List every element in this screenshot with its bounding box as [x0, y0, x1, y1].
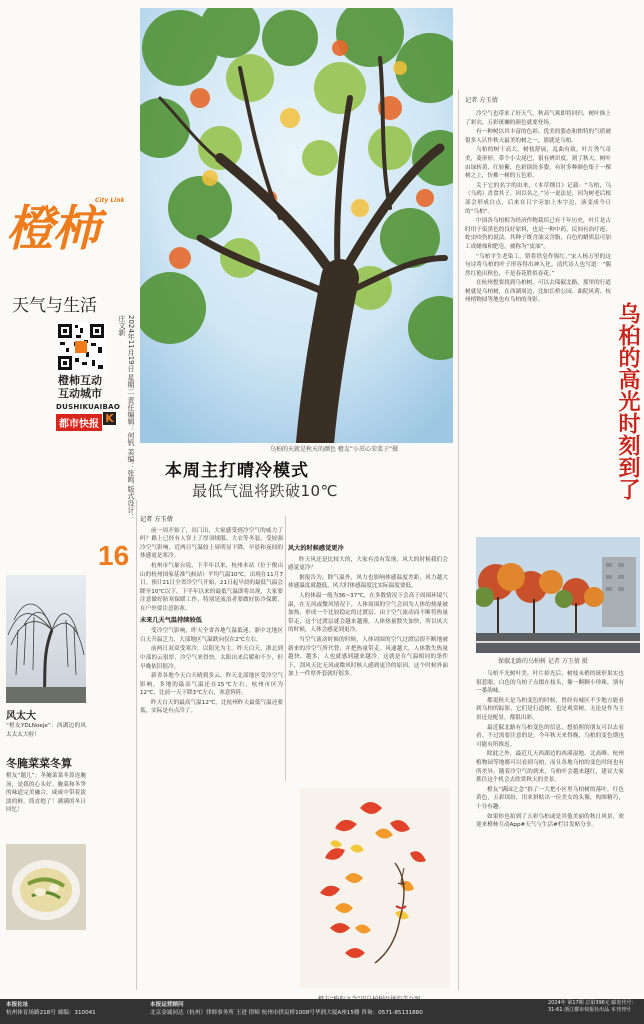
right-tree-photo [476, 537, 640, 653]
col2-subhead: 风大的时候感觉更冷 [288, 545, 344, 552]
footer-bar [0, 999, 644, 1024]
paper-pinyin: DUSHIKUAIBAO [56, 403, 121, 411]
paper-name: 都市快报 [56, 414, 102, 431]
main-photo-caption: 乌柏的天就是秋天的颜色 橙友“小茁心荣菜子”摄 [270, 446, 399, 453]
col1b-para-4: 昨天白天的最高气温12℃，比杭州昨天最低气温还要低，实际是有点冷了。 [140, 699, 283, 715]
brand-logo [6, 190, 106, 259]
divider-main [285, 516, 286, 781]
col1b-para-3: 新省各地今天白天晴到多云，昨天北部地区受冷空气影响，多地的最高气温还在15℃左右，杭州市区为12℃，比前一天下降3℃左右，寒意阵阵。 [140, 673, 283, 697]
right-col-top [465, 110, 611, 306]
col2-para-3: 人的体温一般为36~37℃，在多数情况下会高于周围环境气温，在无风或微风情况下，人体周围的空气会因为人体的热量被加热，形成一个比较稳定的过渡层。由于空气流动而不断将热量带走，这个过渡层就会越来越薄，人体热量散失加快，所以风大的时候，人体会感觉到更冷。 [288, 592, 448, 634]
col2-para-2: 据报告为，除气温外，风力也影响体感温度差距，风力越大体感温度就越低，风大时体感温度比实际温度要低。 [288, 574, 448, 590]
col1-para-2: 杭州市气象台说，下半年以来，杭州本站（位于俊山山的杭州国家基准气候站）平均气温10℃，出现在11月7日。预计21日全省冷空气开始，21日起早晨的最低气温会降至10℃以下，下半年以来的最低气温即将出现，大家要注意做好防寒保暖工作。特别是流浪者要做好防冷保暖，在户外要注意防寒。 [140, 562, 283, 612]
footer-mid [150, 1001, 510, 1017]
main-byline: 记者 方玉倩 [140, 516, 173, 523]
pickled-text: 橙友“题儿”：冬腌菜菜冬算连腌汤，是我的心头好。腌菜和冬笋的味道完美融合，咸咸中带着淡淡的鲜，简直绝了！满满的冬日回忆！ [6, 773, 86, 814]
footer-mid-label: 本报运营顾问 [150, 1002, 184, 1008]
footer-right: 2024年 第17期 总第396元 邮发代号：31-61 浙江都市快报社出品 本刊刊号 [548, 1000, 637, 1013]
right-para-3: 乌柏的树干高大，树枝舒展，乱曲有致，叶片秀气奇美，菱形形，带个小尖尾巴，很有辨识度。到了秋天，树叶由绿转黄、红转紫，色彩缤纷多姿，有时多种颜色集于一棵树之上，仿佛一树的五色彩。 [465, 147, 611, 180]
vertical-title: 乌桕的高光时刻到了 [615, 302, 640, 500]
right-b-para-1: 乌柏不光树叶美，叶片掉光后，树枝末梢的球形果实也很惹眼，白色的乌柏子点缀在枝头，像一颗颗小珍珠，别有一番韵味。 [476, 671, 624, 695]
pickled-title: 冬腌菜菜冬算 [6, 757, 72, 770]
footer-left-text: 杭州体育场路218号 邮编：310041 [6, 1010, 96, 1016]
right-para-4: 关于它的名字的由来，《本草纲目》记载：“乌柏，乌（乌鸦）喜食其子，因以名之。”另一说法是，因为树老后根部会形成白点，后来在日字旁加上木字边，演变成今日的“乌柏”。 [465, 182, 611, 215]
right-b-para-6: 如果你也拍到了五彩乌柏或是其他美丽的秋日风景，欢迎来橙柿互动App#天气与生活#栏目发帖分享。 [476, 813, 624, 829]
page-number: 16 [98, 540, 130, 571]
wind-caption-text: “橙友YDLNoeje”：西湖边的风太太太大啦！ [6, 723, 86, 738]
right-photo-caption: 保俶北路的乌柏树 记者 方玉倩 摄 [498, 658, 588, 665]
right-para-5: 中国各乌柏相为经济作物栽培已有千年历史，叶片是古时用于染黑色的良好原料，也是一种中药，民间有治疗疮、蛇虫咬伤的说法。其种子既含油又含脂，白色的蜡质层可加工成蜡烛和肥皂，被称为“皮油”。 [465, 218, 611, 250]
col2-para-4: 当空气流动时候的时候，人体周围的空气过渡层很不断地被新来的冷空气所代替，并把热量带走。风速越大，人体散失热量越快、越多，人也就感到越来越冷。这就是在气温相同的条件下，刮风天比无风或微风时候人感到更冷的原因。这个时候外面加上一件厚外套就好很多。 [288, 636, 448, 678]
col1b-para-2: 前两日双双受寒冷，以阳光为主。昨天白天，浙北到中部的云很厚，冷空气来得快。太阳出来后暖和不少，但早晚依旧很冷。 [140, 646, 283, 670]
col1-subhead: 未来几天气温持续较低 [140, 616, 202, 624]
headline: 本周主打晴冷模式 [165, 461, 309, 481]
divider-right [458, 90, 459, 990]
wind-caption-title: 风太大 [6, 711, 36, 722]
right-byline: 记者 方玉倩 [465, 97, 498, 104]
divider-left [136, 500, 137, 990]
right-para-7: 在杭州想要找到乌柏树，可以去保俶北路，那里的行道树就是乌柏树，在西湖周边，比如长桥公园、曲院风荷、杭州植物园等地也有乌柏的身影。 [465, 280, 611, 304]
main-col-2 [288, 542, 448, 680]
footer-mid-text: 北京金诚同达（杭州）律师事务所 王进 律师 杭州市拱宸桥1008号华润大厦A座15楼 咨询：0571-85131880 [150, 1010, 423, 1016]
col1-para-1: 前一周开始了，出门出，大家感受到冷空气的威力了吗？路上已经有人穿上了厚羽绒服、大衣等冬装。受较强冷空气影响，近两日气温较上周明显下降，早晨和夜间的体感更是寒冷。 [140, 527, 283, 560]
section-name: 天气与生活 [12, 296, 97, 316]
soup-photo [6, 844, 86, 930]
col2-para-1: 昨天风还是比较大的，大家有没有发现，风大的时候我们会感觉更冷？ [288, 556, 448, 572]
subheadline: 最低气温将跌破10℃ [192, 482, 338, 500]
right-para-1: 冷空气也带来了好天气，秋高气爽即将回归，树叶换上了彩衣，五彩斑斓的颜色就要登场。 [465, 111, 611, 126]
city-link-tag: City Link [95, 197, 125, 204]
right-b-para-4: 除此之外，最近几天西湖边的西溪湿地、北高峰、杭州植物园等地都可以看到乌柏，而且各地乌柏的变色时间也有所差异。随着冷空气的到来，乌柏叶会越来越红，建议大家抓住这个机会去欣赏秋天的美景。 [476, 751, 624, 784]
main-col-1 [140, 516, 283, 717]
date-line: 2024年11月19日 星期二 责任编辑：何钒 美编：张鸣 版式设计：庄文新 [118, 315, 135, 521]
main-tree-photo [140, 8, 453, 443]
qr-caption-line1: 橙柿互动 [58, 374, 102, 387]
brand-title: 橙柿 [6, 201, 99, 257]
qr-caption-line2: 互动城市 [58, 387, 102, 400]
leaf-portrait-image [300, 788, 450, 988]
footer-left-label: 本报社址 [6, 1002, 29, 1008]
footer-left [6, 1001, 126, 1017]
right-b-para-5: 橙友“满园之念”拾了一大把小区里乌柏树的落叶，红色黄色，五彩缤纷，用来拼贴出一位美女的头像，构图精巧，十分有趣。 [476, 786, 624, 810]
right-b-para-3: 最近俶北路有乌柏变色的信息，想拍照的朋友可以去看看。不过需要注意的是，今年秋天来得晚，乌柏的变色期也可能有所推迟。 [476, 724, 624, 748]
right-para-6: “乌柏平生老染工，错将铁皂作猩红。”宋人杨万里的这句诗将乌柏的叶子形容得出神入化。清代诗人也写道：“偶然红艳出秋色，不是春花胜似春花。” [465, 253, 611, 277]
willow-photo [6, 575, 86, 703]
right-b-para-2: 都说秋天是乌柏变色的时候，曾经有城区不少地方能看到乌柏的踪影，它们是行道树，也是观赏树，无论是作为主景还是配景，都很出彩。 [476, 697, 624, 721]
right-col-bottom [476, 670, 624, 831]
col1b-para-1: 受冷空气影响，昨天全省各地气温低迷。浙中北地区白天升温乏力，大部地区气温跌向仅在2℃左右。 [140, 628, 283, 643]
paper-k-logo: K [103, 412, 116, 425]
right-para-2: 有一种树以其丰富的色彩、优美的姿态和独特的气质被很多人认作秋天最美的树之一，那就是乌柏。 [465, 129, 611, 144]
